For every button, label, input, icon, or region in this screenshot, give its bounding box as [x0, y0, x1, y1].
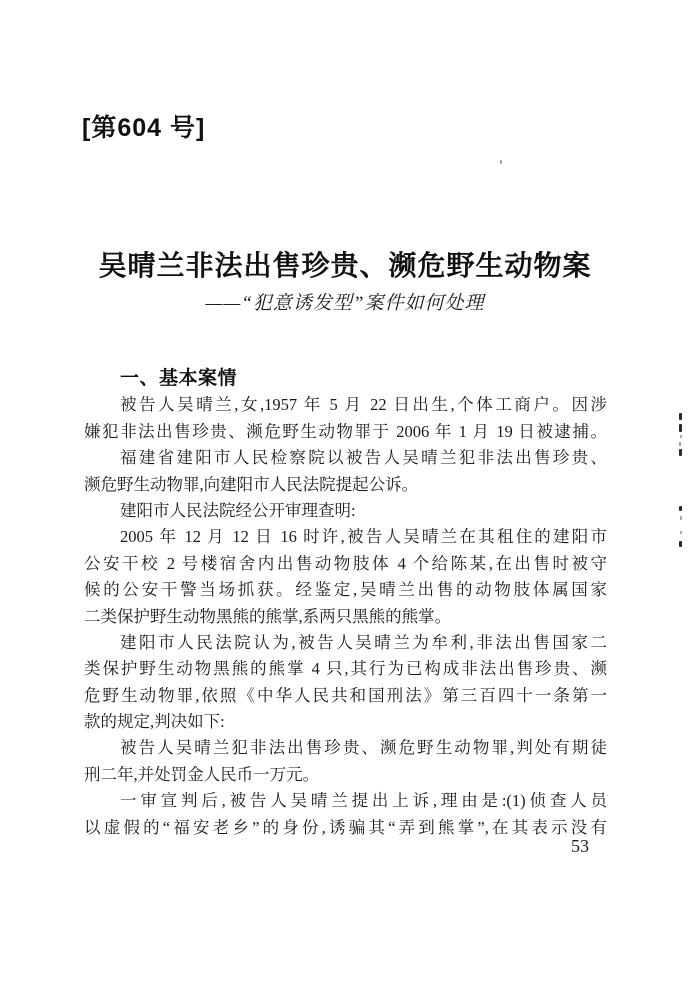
body-line: 嫌犯非法出售珍贵、濒危野生动物罪于 2006 年 1 月 19 日被逮捕。: [84, 421, 607, 441]
body-text: [84, 366, 607, 841]
case-number-label: [第604 号]: [82, 114, 206, 142]
page-number: 53: [571, 836, 589, 856]
body-line: 二类保护野生动物黑熊的熊掌,系两只黑熊的熊掌。: [84, 606, 452, 626]
section-heading: 一、基本案情: [120, 368, 238, 389]
body-line: 2005 年 12 月 12 日 16 时许,被告人吴晴兰在其租住的建阳市: [120, 527, 607, 547]
body-line: 刑二年,并处罚金人民币一万元。: [84, 764, 320, 784]
body-line: 被告人吴晴兰犯非法出售珍贵、濒危野生动物罪,判处有期徒: [120, 738, 607, 758]
case-subtitle: ——“犯意诱发型”案件如何处理: [205, 293, 485, 314]
body-line: 一审宣判后,被告人吴晴兰提出上诉,理由是:(1)侦查人员: [120, 791, 607, 811]
body-line: 濒危野生动物罪,向建阳市人民法院提起公诉。: [84, 474, 419, 494]
body-line: 被告人吴晴兰,女,1957 年 5 月 22 日出生,个体工商户。因涉: [120, 395, 607, 415]
body-line: 款的规定,判决如下:: [84, 712, 225, 732]
body-line: 危野生动物罪,依照《中华人民共和国刑法》第三百四十一条第一: [84, 685, 607, 705]
body-line: 建阳市人民法院经公开审理查明:: [120, 500, 356, 520]
scan-speck: [500, 160, 502, 164]
body-line: 类保护野生动物黑熊的熊掌 4 只,其行为已构成非法出售珍贵、濒: [84, 659, 607, 679]
body-line: 福建省建阳市人民检察院以被告人吴晴兰犯非法出售珍贵、: [120, 448, 607, 468]
case-title: 吴晴兰非法出售珍贵、濒危野生动物案: [98, 250, 592, 281]
body-line: 公安干校 2 号楼宿舍内出售动物肢体 4 个给陈某,在出售时被守: [84, 553, 607, 573]
body-line: 建阳市人民法院认为,被告人吴晴兰为牟利,非法出售国家二: [120, 632, 607, 652]
body-line: 以虚假的“福安老乡”的身份,诱骗其“弄到熊掌”,在其表示没有: [84, 817, 607, 837]
body-line: 候的公安干警当场抓获。经鉴定,吴晴兰出售的动物肢体属国家: [84, 580, 607, 600]
